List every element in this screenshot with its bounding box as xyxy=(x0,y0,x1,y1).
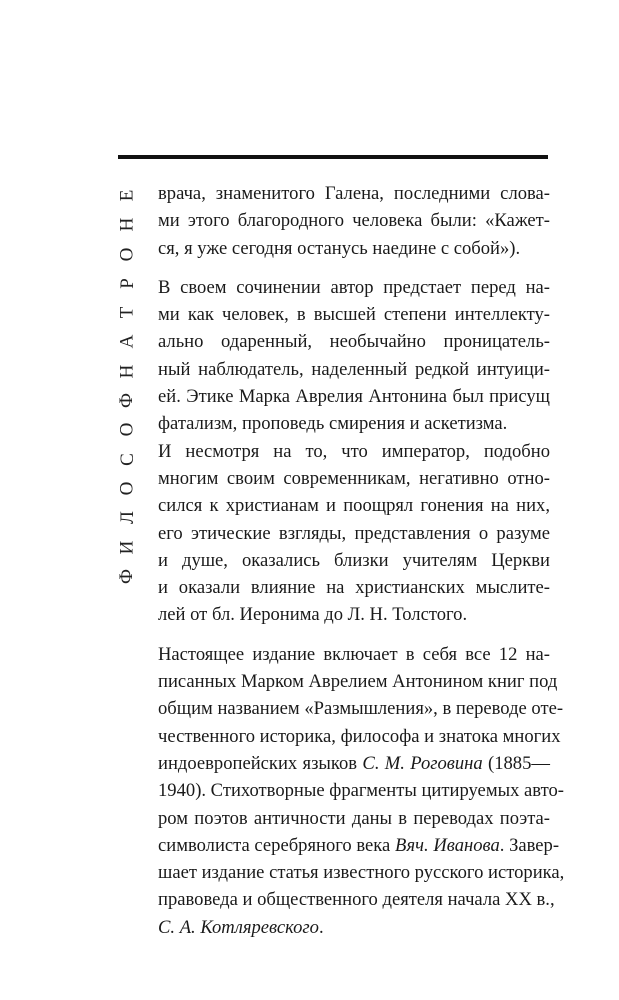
text-segment: (1885— xyxy=(482,752,550,774)
text-line: его этические взгляды, представления о разуме xyxy=(158,522,550,544)
text-line: писанных Марком Аврелием Антонином книг под xyxy=(158,671,558,693)
text-line: и оказали влияние на христианских мыслите- xyxy=(158,577,550,599)
text-line: шает издание статья известного русского историка, xyxy=(158,862,565,884)
text-line: лей от бл. Иеронима до Л. Н. Толстого. xyxy=(158,604,468,626)
text-line: В своем сочинении автор предстает перед на- xyxy=(158,276,550,298)
paragraph-2 xyxy=(158,274,550,629)
text-line: чественного историка, философа и знатока многих xyxy=(158,725,561,747)
running-head-letter: А xyxy=(116,335,138,349)
text-line: 1940). Стихотворные фрагменты цитируемых авто- xyxy=(158,780,564,802)
text-line: И несмотря на то, что император, подобно xyxy=(158,440,550,462)
running-head-letter: Л xyxy=(116,511,138,525)
text-line: общим названием «Размышления», в переводе оте- xyxy=(158,698,564,720)
running-head-letter: С xyxy=(116,452,138,466)
text-segment: символиста серебряного века xyxy=(158,834,395,856)
running-head-letter: Т xyxy=(116,306,138,319)
text-line: Настоящее издание включает в себя все 12 на- xyxy=(158,643,550,665)
text-line: многим своим современникам, негативно отно- xyxy=(158,467,550,489)
paragraph-1 xyxy=(158,180,550,262)
top-rule xyxy=(118,155,548,159)
running-head-letter: Ф xyxy=(116,568,138,584)
author-name: С. А. Котляревского xyxy=(158,916,319,938)
text-line-with-italic xyxy=(158,750,550,777)
running-head-letter: Ф xyxy=(116,393,138,409)
running-head-letter: О xyxy=(116,247,138,261)
running-head-letter: И xyxy=(116,540,138,554)
text-line-with-italic xyxy=(158,832,560,859)
text-segment: . Завер- xyxy=(499,834,560,856)
text-line: врача, знаменитого Галена, последними слова- xyxy=(158,183,550,204)
text-line: сился к христианам и поощрял гонения на них, xyxy=(158,495,550,517)
text-line: ром поэтов античности даны в переводах поэта- xyxy=(158,807,550,829)
text-line: ми как человек, в высшей степени интеллекту- xyxy=(158,304,550,326)
poet-translator-name: Вяч. Иванова xyxy=(394,834,500,856)
text-line: ный наблюдатель, наделенный редкой интуици- xyxy=(158,358,550,380)
paragraph-3 xyxy=(158,641,565,941)
text-segment: . xyxy=(318,916,324,938)
text-line: ся, я уже сегодня останусь наедине с собой»). xyxy=(158,237,521,259)
text-line: ми этого благородного человека были: «Кажет- xyxy=(158,210,550,232)
text-line: правоведа и общественного деятеля начала XX в., xyxy=(158,889,555,911)
running-head-letter: Н xyxy=(116,217,138,232)
running-head-letter: О xyxy=(116,423,138,437)
running-head-letter: Н xyxy=(116,364,138,379)
text-line: ально одаренный, необычайно проницатель- xyxy=(158,331,550,353)
body-text xyxy=(158,180,565,941)
running-head-letter: Р xyxy=(116,278,138,289)
text-segment: индоевропейских языков xyxy=(158,752,363,774)
text-line: и душе, оказались близки учителям Церкви xyxy=(158,549,550,571)
text-line: ей. Этике Марка Аврелия Антонина был присущ xyxy=(158,386,550,408)
running-head-letter: О xyxy=(116,481,138,496)
text-line: фатализм, проповедь смирения и аскетизма. xyxy=(158,413,508,435)
text-line-with-italic xyxy=(158,914,550,941)
running-head-letter: Е xyxy=(116,189,138,202)
running-head-vertical xyxy=(112,186,142,586)
translator-name: С. М. Роговина xyxy=(362,752,483,774)
